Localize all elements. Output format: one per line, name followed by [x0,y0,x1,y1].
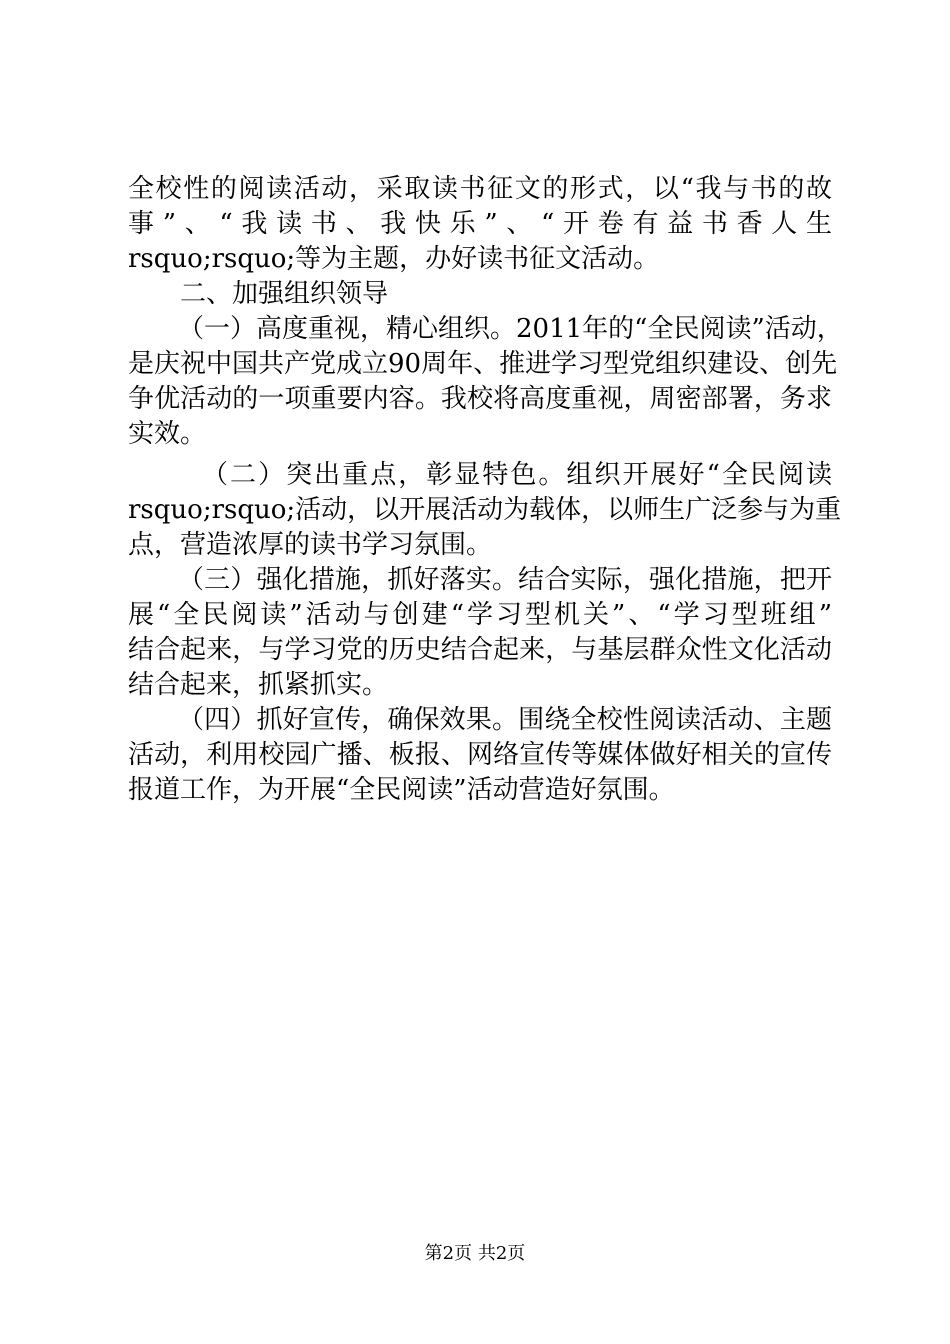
text-line: 实效。 [128,419,207,449]
text-line: 是庆祝中国共产党成立90周年、推进学习型党组织建设、创先 [128,349,838,379]
text-line: （二）突出重点，彰显特色。组织开展好“全民阅读 [202,460,832,490]
text-line: 展“全民阅读”活动与创建“学习型机关”、“学习型班组” [128,600,832,630]
text-line: 事”、“我读书、我快乐”、“开卷有益书香人生 [128,209,832,239]
text-line: 全校性的阅读活动，采取读书征文的形式，以“我与书的故 [128,174,832,204]
text-line: 点，营造浓厚的读书学习氛围。 [128,530,493,560]
text-line: 活动，利用校园广播、板报、网络宣传等媒体做好相关的宣传 [128,740,832,770]
document-body [128,172,843,808]
text-line: 争优活动的一项重要内容。我校将高度重视，周密部署，务求 [128,384,832,414]
page-number-footer: 第2页 共2页 [424,1243,526,1264]
text-line: 结合起来，与学习党的历史结合起来，与基层群众性文化活动 [128,635,832,665]
section-heading: 二、加强组织领导 [180,279,389,309]
text-line: （一）高度重视，精心组织。2011年的“全民阅读”活动， [178,314,843,344]
text-line: 结合起来，抓紧抓实。 [128,670,389,700]
text-line: rsquo;rsquo;活动，以开展活动为载体，以师生广泛参与为重 [128,495,842,525]
text-line: （四）抓好宣传，确保效果。围绕全校性阅读活动、主题 [178,705,832,735]
text-line: rsquo;rsquo;等为主题，办好读书征文活动。 [128,244,660,274]
text-line: （三）强化措施，抓好落实。结合实际，强化措施，把开 [178,565,832,595]
text-line: 报道工作，为开展“全民阅读”活动营造好氛围。 [128,775,675,805]
